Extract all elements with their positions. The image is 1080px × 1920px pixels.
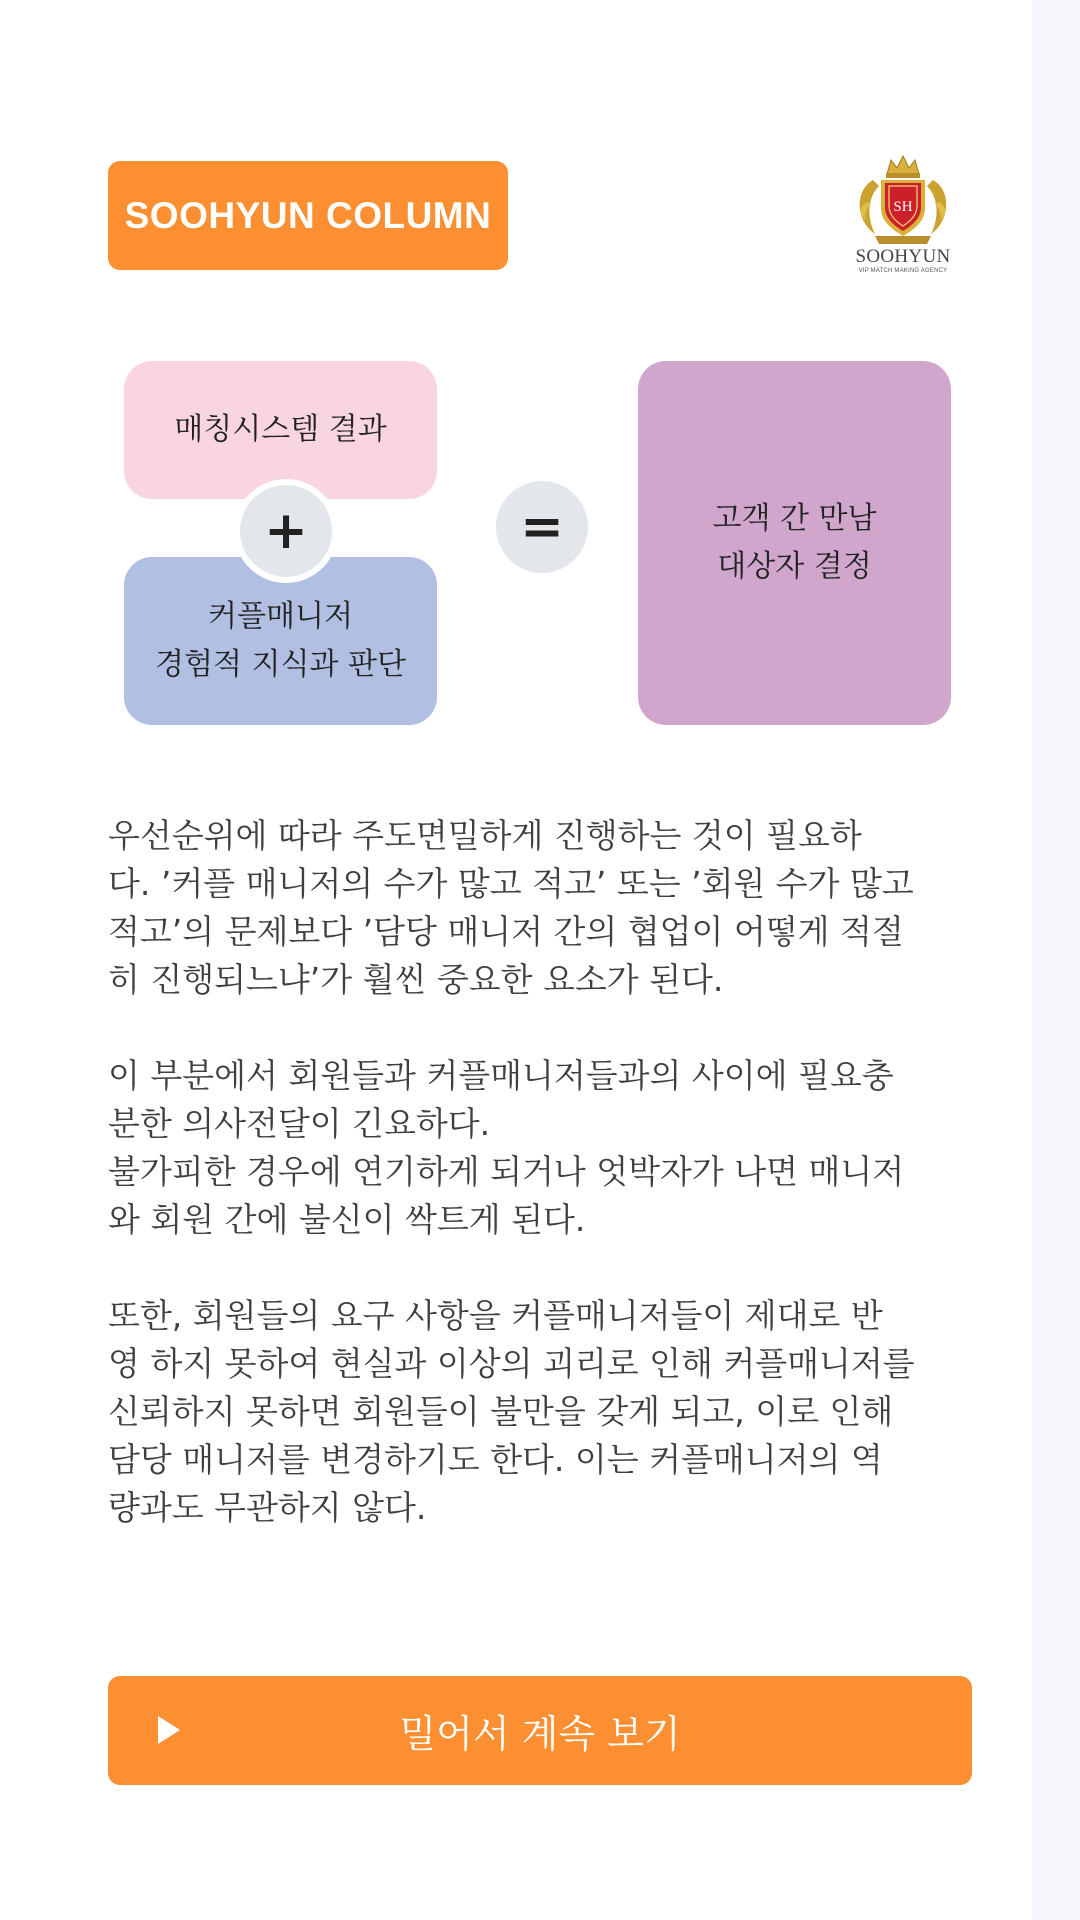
column-body [108,812,976,1580]
body-paragraph-2: 이 부분에서 회원들과 커플매니저들과의 사이에 필요충 분한 의사전달이 긴요하다. 불가피한 경우에 연기하게 되거나 엇박자가 나면 매니저 와 회원 간에 불신이 싹트게 된다. [108,1056,905,1239]
logo-subtitle: VIP MATCH MAKING AGENCY [858,268,948,274]
continue-swipe-label: 밀어서 계속 보기 [399,1712,681,1756]
matching-system-box: 매칭시스템 결과 [124,361,437,499]
body-paragraph-3: 또한, 회원들의 요구 사항을 커플매니저들이 제대로 반 영 하지 못하여 현실과 이상의 괴리로 인해 커플매니저를 신뢰하지 못하면 회원들이 불만을 갖게 되고, 이로 인해 담당 매니저를 변경하기도 한다. 이는 커플매니저의 역 량과도 무관하지 않다. [108,1296,915,1527]
right-edge-strip [1032,0,1080,1920]
brand-logo [848,150,958,285]
crest-logo-icon [853,150,953,248]
column-tag-label: SOOHYUN COLUMN [124,194,492,236]
column-tag [108,161,508,270]
crest-emblem-text: SH [893,199,913,215]
continue-swipe-button[interactable] [108,1676,972,1785]
plus-icon: + [234,479,338,583]
equals-icon: = [496,481,588,573]
body-paragraph-1: 우선순위에 따라 주도면밀하게 진행하는 것이 필요하 다. ’커플 매니저의 수가 많고 적고’ 또는 ’회원 수가 많고 적고’의 문제보다 ’담당 매니저 간의 협업이 어떻게 적절 히 진행되느냐’가 훨씬 중요한 요소가 된다. [108,816,914,999]
result-box: 고객 간 만남 대상자 결정 [638,361,951,725]
couple-manager-box: 커플매니저 경험적 지식과 판단 [124,557,437,725]
logo-brand-name: SOOHYUN [855,246,951,267]
